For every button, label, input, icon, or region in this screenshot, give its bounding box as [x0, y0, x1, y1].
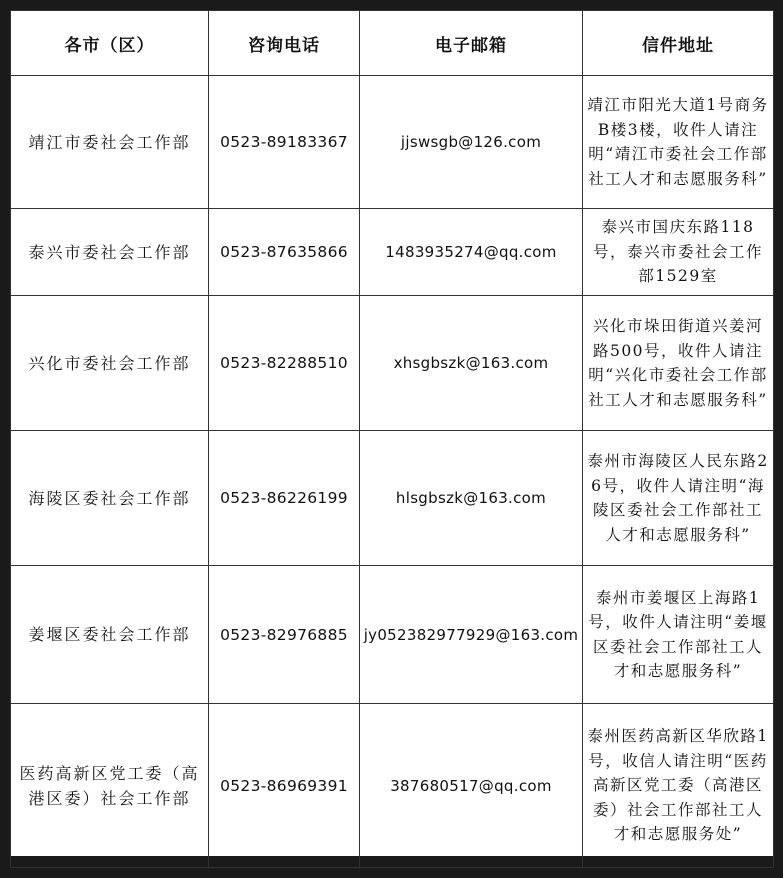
document-page: [10, 10, 773, 856]
region-cell: 海陵区委社会工作部: [11, 431, 209, 566]
region-cell: 兴化市委社会工作部: [11, 296, 209, 431]
region-cell: 医药高新区党工委（高港区委）社会工作部: [11, 704, 209, 868]
address-cell: 泰兴市国庆东路118号，泰兴市委社会工作部1529室: [583, 209, 774, 296]
email-cell: 387680517@qq.com: [360, 704, 583, 868]
address-cell: 泰州市海陵区人民东路26号，收件人请注明“海陵区委社会工作部社工人才和志愿服务科”: [583, 431, 774, 566]
region-cell: 姜堰区委社会工作部: [11, 566, 209, 704]
table-row: [11, 566, 774, 704]
table-row: [11, 209, 774, 296]
region-cell: 泰兴市委社会工作部: [11, 209, 209, 296]
address-cell: 泰州医药高新区华欣路1号，收信人请注明“医药高新区党工委（高港区委）社会工作部社工人才和志愿服务处”: [583, 704, 774, 868]
phone-cell: 0523-89183367: [209, 76, 360, 209]
email-cell: jy052382977929@163.com: [360, 566, 583, 704]
address-cell: 兴化市垛田街道兴姜河路500号，收件人请注明“兴化市委社会工作部社工人才和志愿服务科”: [583, 296, 774, 431]
table-row: [11, 296, 774, 431]
phone-cell: 0523-82976885: [209, 566, 360, 704]
email-cell: xhsgbszk@163.com: [360, 296, 583, 431]
email-cell: hlsgbszk@163.com: [360, 431, 583, 566]
table-header-row: [11, 11, 774, 76]
table-row: [11, 704, 774, 868]
table-row: [11, 76, 774, 209]
region-cell: 靖江市委社会工作部: [11, 76, 209, 209]
email-cell: 1483935274@qq.com: [360, 209, 583, 296]
phone-cell: 0523-86969391: [209, 704, 360, 868]
address-cell: 泰州市姜堰区上海路1号，收件人请注明“姜堰区委社会工作部社工人才和志愿服务科”: [583, 566, 774, 704]
table-row: [11, 431, 774, 566]
header-email: 电子邮箱: [360, 11, 583, 76]
email-cell: jjswsgb@126.com: [360, 76, 583, 209]
address-cell: 靖江市阳光大道1号商务B楼3楼，收件人请注明“靖江市委社会工作部社工人才和志愿服务科”: [583, 76, 774, 209]
contact-table: [10, 10, 774, 868]
header-region: 各市（区）: [11, 11, 209, 76]
phone-cell: 0523-86226199: [209, 431, 360, 566]
header-address: 信件地址: [583, 11, 774, 76]
phone-cell: 0523-87635866: [209, 209, 360, 296]
header-phone: 咨询电话: [209, 11, 360, 76]
phone-cell: 0523-82288510: [209, 296, 360, 431]
